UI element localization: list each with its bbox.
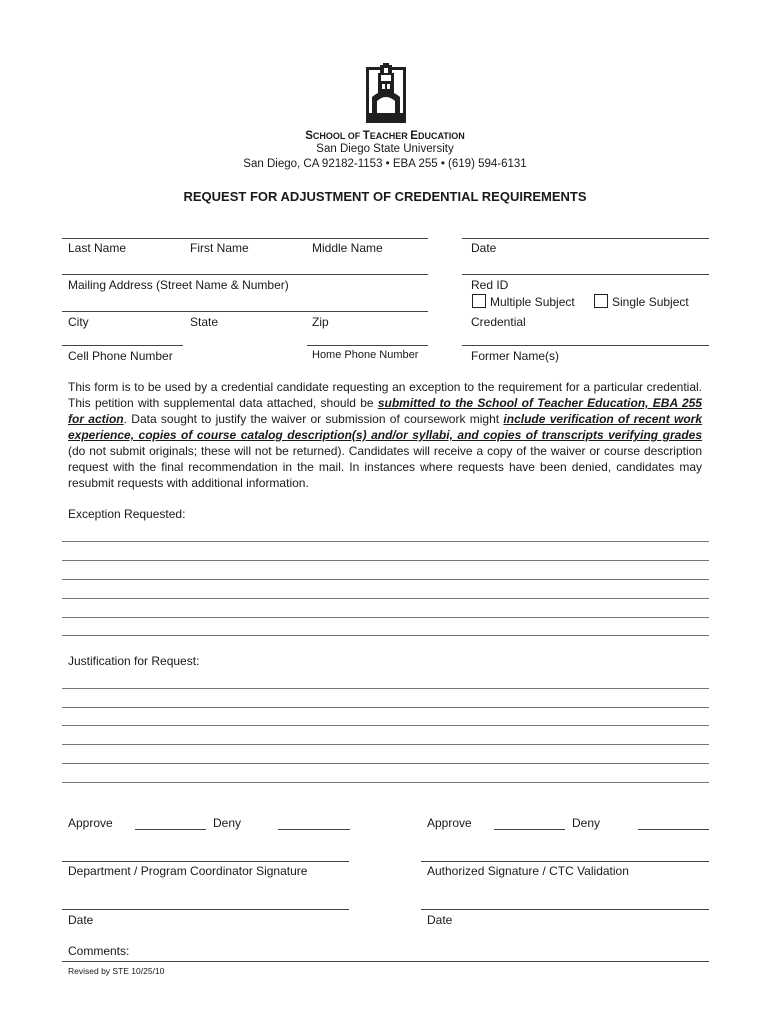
dept-signature-line[interactable] — [62, 861, 349, 862]
date-left-label: Date — [68, 913, 94, 927]
city-field[interactable]: City — [68, 315, 89, 329]
home-phone-field[interactable]: Home Phone Number — [312, 349, 419, 361]
form-title: REQUEST FOR ADJUSTMENT OF CREDENTIAL REQUIREMENTS — [183, 189, 587, 204]
first-name-field[interactable]: First Name — [190, 241, 249, 255]
approve-left-line[interactable] — [135, 829, 206, 830]
row4-line-cell — [62, 345, 183, 346]
former-names-field[interactable]: Former Name(s) — [471, 349, 560, 363]
row4-line-right — [462, 345, 709, 346]
deny-left-label: Deny — [213, 816, 242, 830]
dept-signature-label: Department / Program Coordinator Signature — [68, 864, 308, 878]
authorized-signature-label: Authorized Signature / CTC Validation — [427, 864, 629, 878]
single-subject-checkbox[interactable] — [594, 294, 608, 308]
row4-line-home — [307, 345, 428, 346]
deny-right-label: Deny — [572, 816, 601, 830]
university-name: San Diego State University — [316, 143, 454, 155]
deny-right-line[interactable] — [638, 829, 709, 830]
date-right-label: Date — [427, 913, 453, 927]
row1-line-left — [62, 238, 428, 239]
row2-line-right — [462, 274, 709, 275]
last-name-field[interactable]: Last Name — [68, 241, 127, 255]
date-field[interactable]: Date — [471, 241, 497, 255]
university-tower-logo — [366, 63, 406, 123]
school-name: SCHOOL OF TEACHER EDUCATION — [305, 130, 465, 142]
multiple-subject-checkbox[interactable] — [472, 294, 486, 308]
cell-phone-field[interactable]: Cell Phone Number — [68, 349, 173, 363]
approve-right-line[interactable] — [494, 829, 565, 830]
red-id-field[interactable]: Red ID — [471, 278, 509, 292]
authorized-signature-line[interactable] — [421, 861, 709, 862]
comments-label: Comments: — [68, 944, 130, 958]
deny-left-line[interactable] — [278, 829, 350, 830]
exception-requested-label: Exception Requested: — [68, 507, 186, 521]
row3-line-left — [62, 311, 428, 312]
row2-line-left — [62, 274, 428, 275]
mailing-address-field[interactable]: Mailing Address (Street Name & Number) — [68, 278, 289, 292]
multiple-subject-label: Multiple Subject — [490, 295, 575, 309]
date-left-line[interactable] — [62, 909, 349, 910]
credential-field[interactable]: Credential — [471, 315, 526, 329]
revision-footer: Revised by STE 10/25/10 — [68, 966, 165, 976]
zip-field[interactable]: Zip — [312, 315, 329, 329]
instructions-paragraph: This form is to be used by a credential candidate requesting an exception to the requirement for a particular credential. This petition with supplemental data attached, should be submitted to the School of Teacher Education, EBA 255 for action. Data sought to justify the waiver or submission of coursework might include verification of recent work experience, copies of course catalog description(s) and/or syllabi, and copies of transcripts verifying grades (do not submit originals; these will not be returned). Candidates will receive a copy of the waiver or course description request with the final recommendation in the mail. In instances where requests have been denied, candidates may resubmit requests with additional information. — [68, 380, 703, 490]
approve-left-label: Approve — [68, 816, 113, 830]
row1-line-right — [462, 238, 709, 239]
justification-label: Justification for Request: — [68, 654, 200, 668]
approve-right-label: Approve — [427, 816, 472, 830]
state-field[interactable]: State — [190, 315, 219, 329]
school-address: San Diego, CA 92182-1153 • EBA 255 • (619) 594-6131 — [243, 158, 527, 170]
comments-line[interactable] — [62, 961, 709, 962]
single-subject-label: Single Subject — [612, 295, 689, 309]
middle-name-field[interactable]: Middle Name — [312, 241, 383, 255]
date-right-line[interactable] — [421, 909, 709, 910]
